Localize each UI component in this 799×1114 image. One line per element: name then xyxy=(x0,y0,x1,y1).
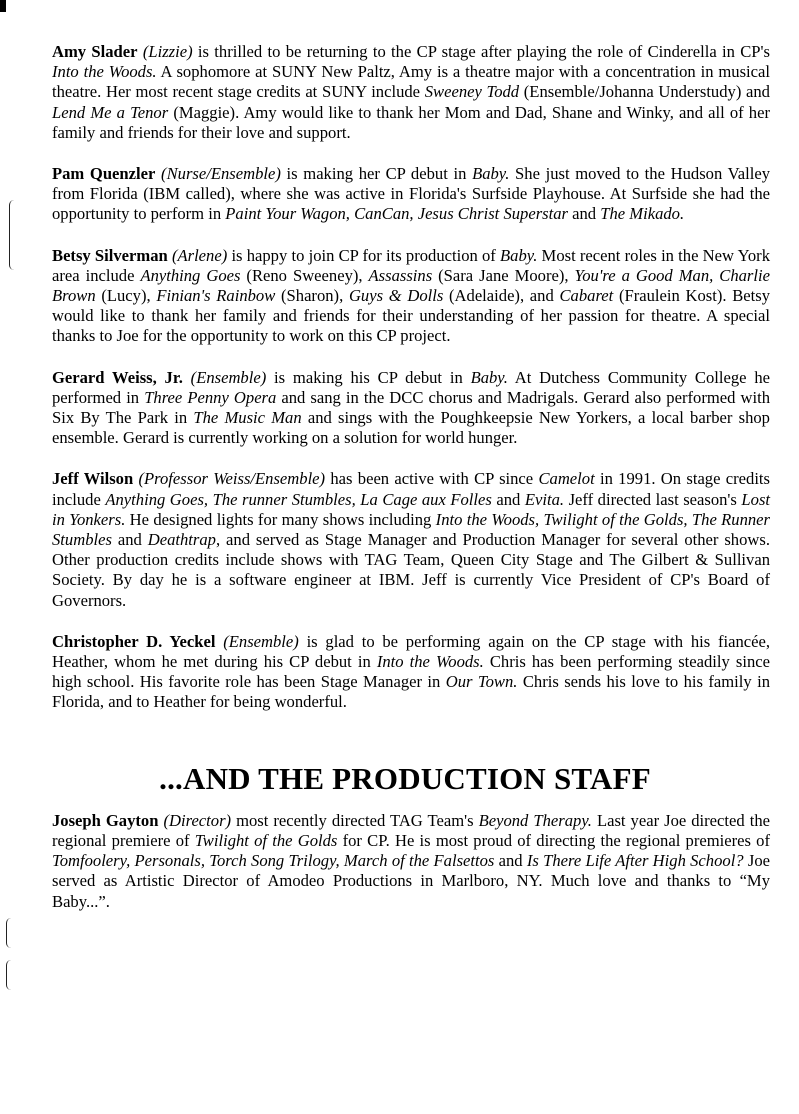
bio-name: Joseph Gayton xyxy=(52,810,159,830)
show-title: Into the Woods, Twilight of the Golds, The Runner Stumbles xyxy=(52,509,770,550)
show-title: The Music Man xyxy=(193,408,302,428)
bio-text: Jeff directed last season's xyxy=(564,489,742,509)
bio-paragraph xyxy=(52,811,770,912)
show-title: Baby. xyxy=(470,367,508,387)
bio-role: (Director) xyxy=(163,810,232,830)
bio-paragraph xyxy=(52,246,770,347)
bio-text: , and served as Stage Manager and Production Manager for several other shows. Other production credits include shows with TAG Team, Queen City Stage and The Gilbert & Sullivan Society. By day he is a software engineer at IBM. Jeff is currently Vice President of CP's Board of Governors. xyxy=(52,530,770,610)
show-title: Deathtrap xyxy=(147,530,216,550)
bio-text: is happy to join CP for its production of xyxy=(227,245,501,265)
bio-text: and sang in the DCC chorus and Madrigals. Gerard also performed with Six By The Park in xyxy=(52,387,770,428)
show-title: Anything Goes, The runner Stumbles, La Cage aux Folles xyxy=(105,489,492,509)
show-title: Evita. xyxy=(524,489,565,509)
bio-text: (Reno Sweeney), xyxy=(240,265,369,285)
bio-text: Last year Joe directed the regional premiere of xyxy=(52,810,770,850)
bio-text: (Fraulein Kost). Betsy would like to thank her family and friends for their understanding of her passion for theatre. A special thanks to Joe for the opportunity to work on this CP project. xyxy=(52,286,771,346)
show-title: Paint Your Wagon, CanCan, Jesus Christ Superstar xyxy=(225,204,568,224)
bio-role: (Ensemble) xyxy=(190,367,267,387)
show-title: Tomfoolery, Personals, Torch Song Trilogy, March of the Falsettos xyxy=(52,851,495,871)
show-title: Beyond Therapy. xyxy=(478,810,592,830)
bio-text: is making his CP debut in xyxy=(266,367,471,387)
show-title: Guys & Dolls xyxy=(348,286,444,306)
bio-text: Joe served as Artistic Director of Amodeo Productions in Marlboro, NY. Much love and thanks to “My Baby...”. xyxy=(52,851,770,911)
bio-text: (Lucy), xyxy=(95,286,157,306)
bio-text: and xyxy=(111,530,148,550)
bio-text: (Sara Jane Moore), xyxy=(432,265,575,285)
scan-bracket-2 xyxy=(6,918,11,948)
bio-text: Chris has been performing steadily since high school. His favorite role has been Stage Manager in xyxy=(52,652,770,692)
bio-text: (Sharon), xyxy=(275,286,349,306)
bio-text: and xyxy=(567,204,601,224)
bio-text: (Adelaide), and xyxy=(443,286,560,306)
bio-name: Amy Slader xyxy=(52,42,138,61)
show-title: Lend Me a Tenor xyxy=(52,102,169,122)
bio-paragraph xyxy=(52,469,770,610)
bio-text: has been active with CP since xyxy=(325,469,539,489)
bio-text: Most recent roles in the New York area include xyxy=(52,245,771,285)
show-title: Twilight of the Golds xyxy=(194,830,338,850)
bio-text: and xyxy=(494,851,527,871)
bio-text: for CP. He is most proud of directing the regional premieres of xyxy=(337,830,770,850)
bio-text: She just moved to the Hudson Valley from Florida (IBM called), where she was active in Florida's Surfside Playhouse. At Surfside she had the opportunity to perform in xyxy=(52,164,771,224)
show-title: The Mikado. xyxy=(600,204,685,224)
show-title: Finian's Rainbow xyxy=(156,286,276,306)
bio-paragraph xyxy=(52,42,770,143)
show-title: Is There Life After High School? xyxy=(526,851,744,871)
bio-role: (Professor Weiss/Ensemble) xyxy=(138,469,326,489)
bio-name: Jeff Wilson xyxy=(52,469,134,489)
scan-bracket-1 xyxy=(9,200,14,270)
bio-name: Pam Quenzler xyxy=(52,164,156,184)
show-title: You're a Good Man, Charlie Brown xyxy=(52,265,770,306)
staff-bios xyxy=(52,811,770,912)
bio-text: and xyxy=(491,489,525,509)
program-page xyxy=(52,42,770,933)
staff-heading: ...AND THE PRODUCTION STAFF xyxy=(159,760,651,796)
bio-paragraph xyxy=(52,164,770,225)
bio-role: (Arlene) xyxy=(171,245,228,265)
bio-name: Christopher D. Yeckel xyxy=(52,631,216,651)
show-title: Our Town. xyxy=(445,672,518,692)
bio-text: Chris sends his love to his family in Florida, and to Heather for being wonderful. xyxy=(52,672,770,712)
show-title: Into the Woods. xyxy=(52,62,157,82)
show-title: Baby. xyxy=(500,245,538,265)
show-title: Camelot xyxy=(538,469,595,489)
scan-mark-top xyxy=(0,0,6,12)
cast-bios xyxy=(52,42,770,713)
bio-text: (Ensemble/Johanna Understudy) and xyxy=(519,82,770,102)
show-title: Lost in Yonkers. xyxy=(52,489,771,529)
bio-text: is thrilled to be returning to the CP stage after playing the role of Cinderella in CP's xyxy=(192,42,770,61)
bio-role: (Lizzie) xyxy=(142,42,193,61)
bio-paragraph xyxy=(52,368,770,449)
show-title: Three Penny Opera xyxy=(144,387,277,407)
bio-name: Betsy Silverman xyxy=(52,245,168,265)
bio-text: is glad to be performing again on the CP stage with his fiancée, Heather, whom he met during his CP debut in xyxy=(52,631,770,672)
bio-text: most recently directed TAG Team's xyxy=(231,810,479,830)
bio-text: is making her CP debut in xyxy=(280,164,473,184)
bio-text: in 1991. On stage credits include xyxy=(52,469,770,509)
show-title: Anything Goes xyxy=(140,265,241,285)
bio-text: A sophomore at SUNY New Paltz, Amy is a theatre major with a concentration in musical theatre. Her most recent stage credits at SUNY include xyxy=(52,62,770,102)
bio-text: He designed lights for many shows including xyxy=(125,509,436,529)
bio-name: Gerard Weiss, Jr. xyxy=(52,367,183,387)
show-title: Baby. xyxy=(472,164,510,184)
bio-text: (Maggie). Amy would like to thank her Mom and Dad, Shane and Winky, and all of her family and friends for their love and support. xyxy=(52,102,770,142)
bio-text: At Dutchess Community College he performed in xyxy=(52,367,770,407)
bio-role: (Ensemble) xyxy=(223,631,299,651)
show-title: Assassins xyxy=(368,265,433,285)
show-title: Into the Woods. xyxy=(376,652,484,672)
show-title: Sweeney Todd xyxy=(424,82,520,102)
scan-bracket-3 xyxy=(6,960,11,990)
bio-paragraph xyxy=(52,632,770,713)
bio-role: (Nurse/Ensemble) xyxy=(161,164,281,184)
bio-text: and sings with the Poughkeepsie New Yorkers, a local barber shop ensemble. Gerard is currently working on a solution for world hunger. xyxy=(52,408,770,448)
show-title: Cabaret xyxy=(559,286,614,306)
